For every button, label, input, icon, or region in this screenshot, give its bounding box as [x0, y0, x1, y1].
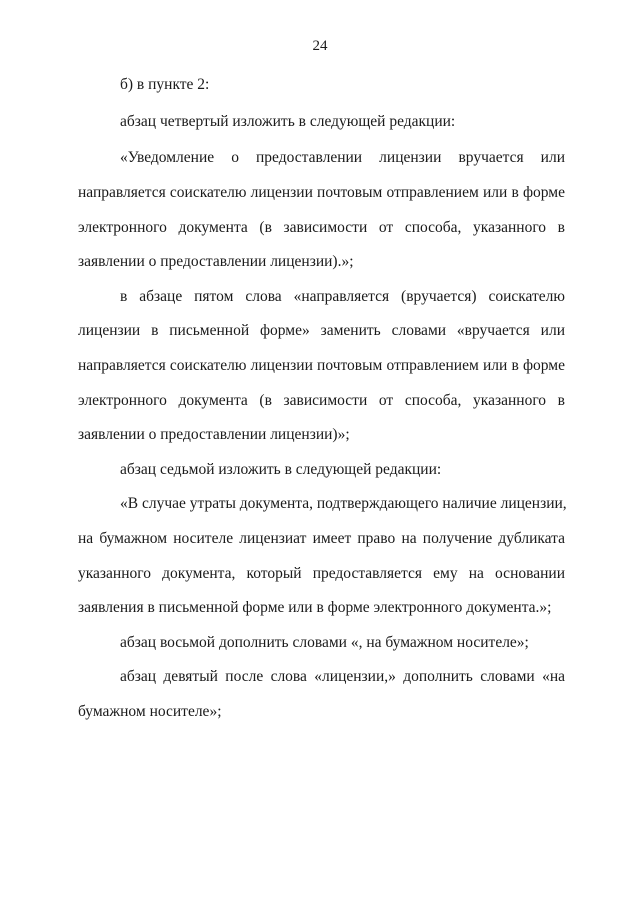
text-line: абзац седьмой изложить в следующей редакции: [120, 461, 442, 478]
text-line: «В случае утраты документа, подтверждающего наличие лицензии, [120, 495, 567, 512]
text-line: бумажном носителе»; [78, 703, 222, 720]
text-line: направляется соискателю лицензии почтовым отправлением или в форме [78, 184, 565, 201]
text-line: абзац девятый после слова «лицензии,» дополнить словами «на [120, 668, 565, 685]
text-line: заявления в письменной форме или в форме электронного документа.»; [78, 599, 552, 616]
page-number: 24 [312, 38, 328, 54]
text-line: электронного документа (в зависимости от способа, указанного в [78, 392, 565, 409]
text-line: заявлении о предоставлении лицензии).»; [78, 253, 354, 270]
text-line: «Уведомление о предоставлении лицензии вручается или [120, 149, 565, 166]
text-line: в абзаце пятом слова «направляется (вручается) соискателю [120, 288, 565, 305]
text-line: на бумажном носителе лицензиат имеет право на получение дубликата [78, 530, 565, 547]
text-line: абзац восьмой дополнить словами «, на бумажном носителе»; [120, 634, 529, 651]
text-line: лицензии в письменной форме» заменить словами «вручается или [78, 322, 565, 339]
text-line: б) в пункте 2: [120, 76, 210, 93]
text-line: электронного документа (в зависимости от способа, указанного в [78, 219, 565, 236]
text-line: направляется соискателю лицензии почтовым отправлением или в форме [78, 357, 565, 374]
text-line: указанного документа, который предоставляется ему на основании [78, 565, 565, 582]
text-line: заявлении о предоставлении лицензии)»; [78, 426, 350, 443]
text-line: абзац четвертый изложить в следующей редакции: [120, 113, 456, 130]
